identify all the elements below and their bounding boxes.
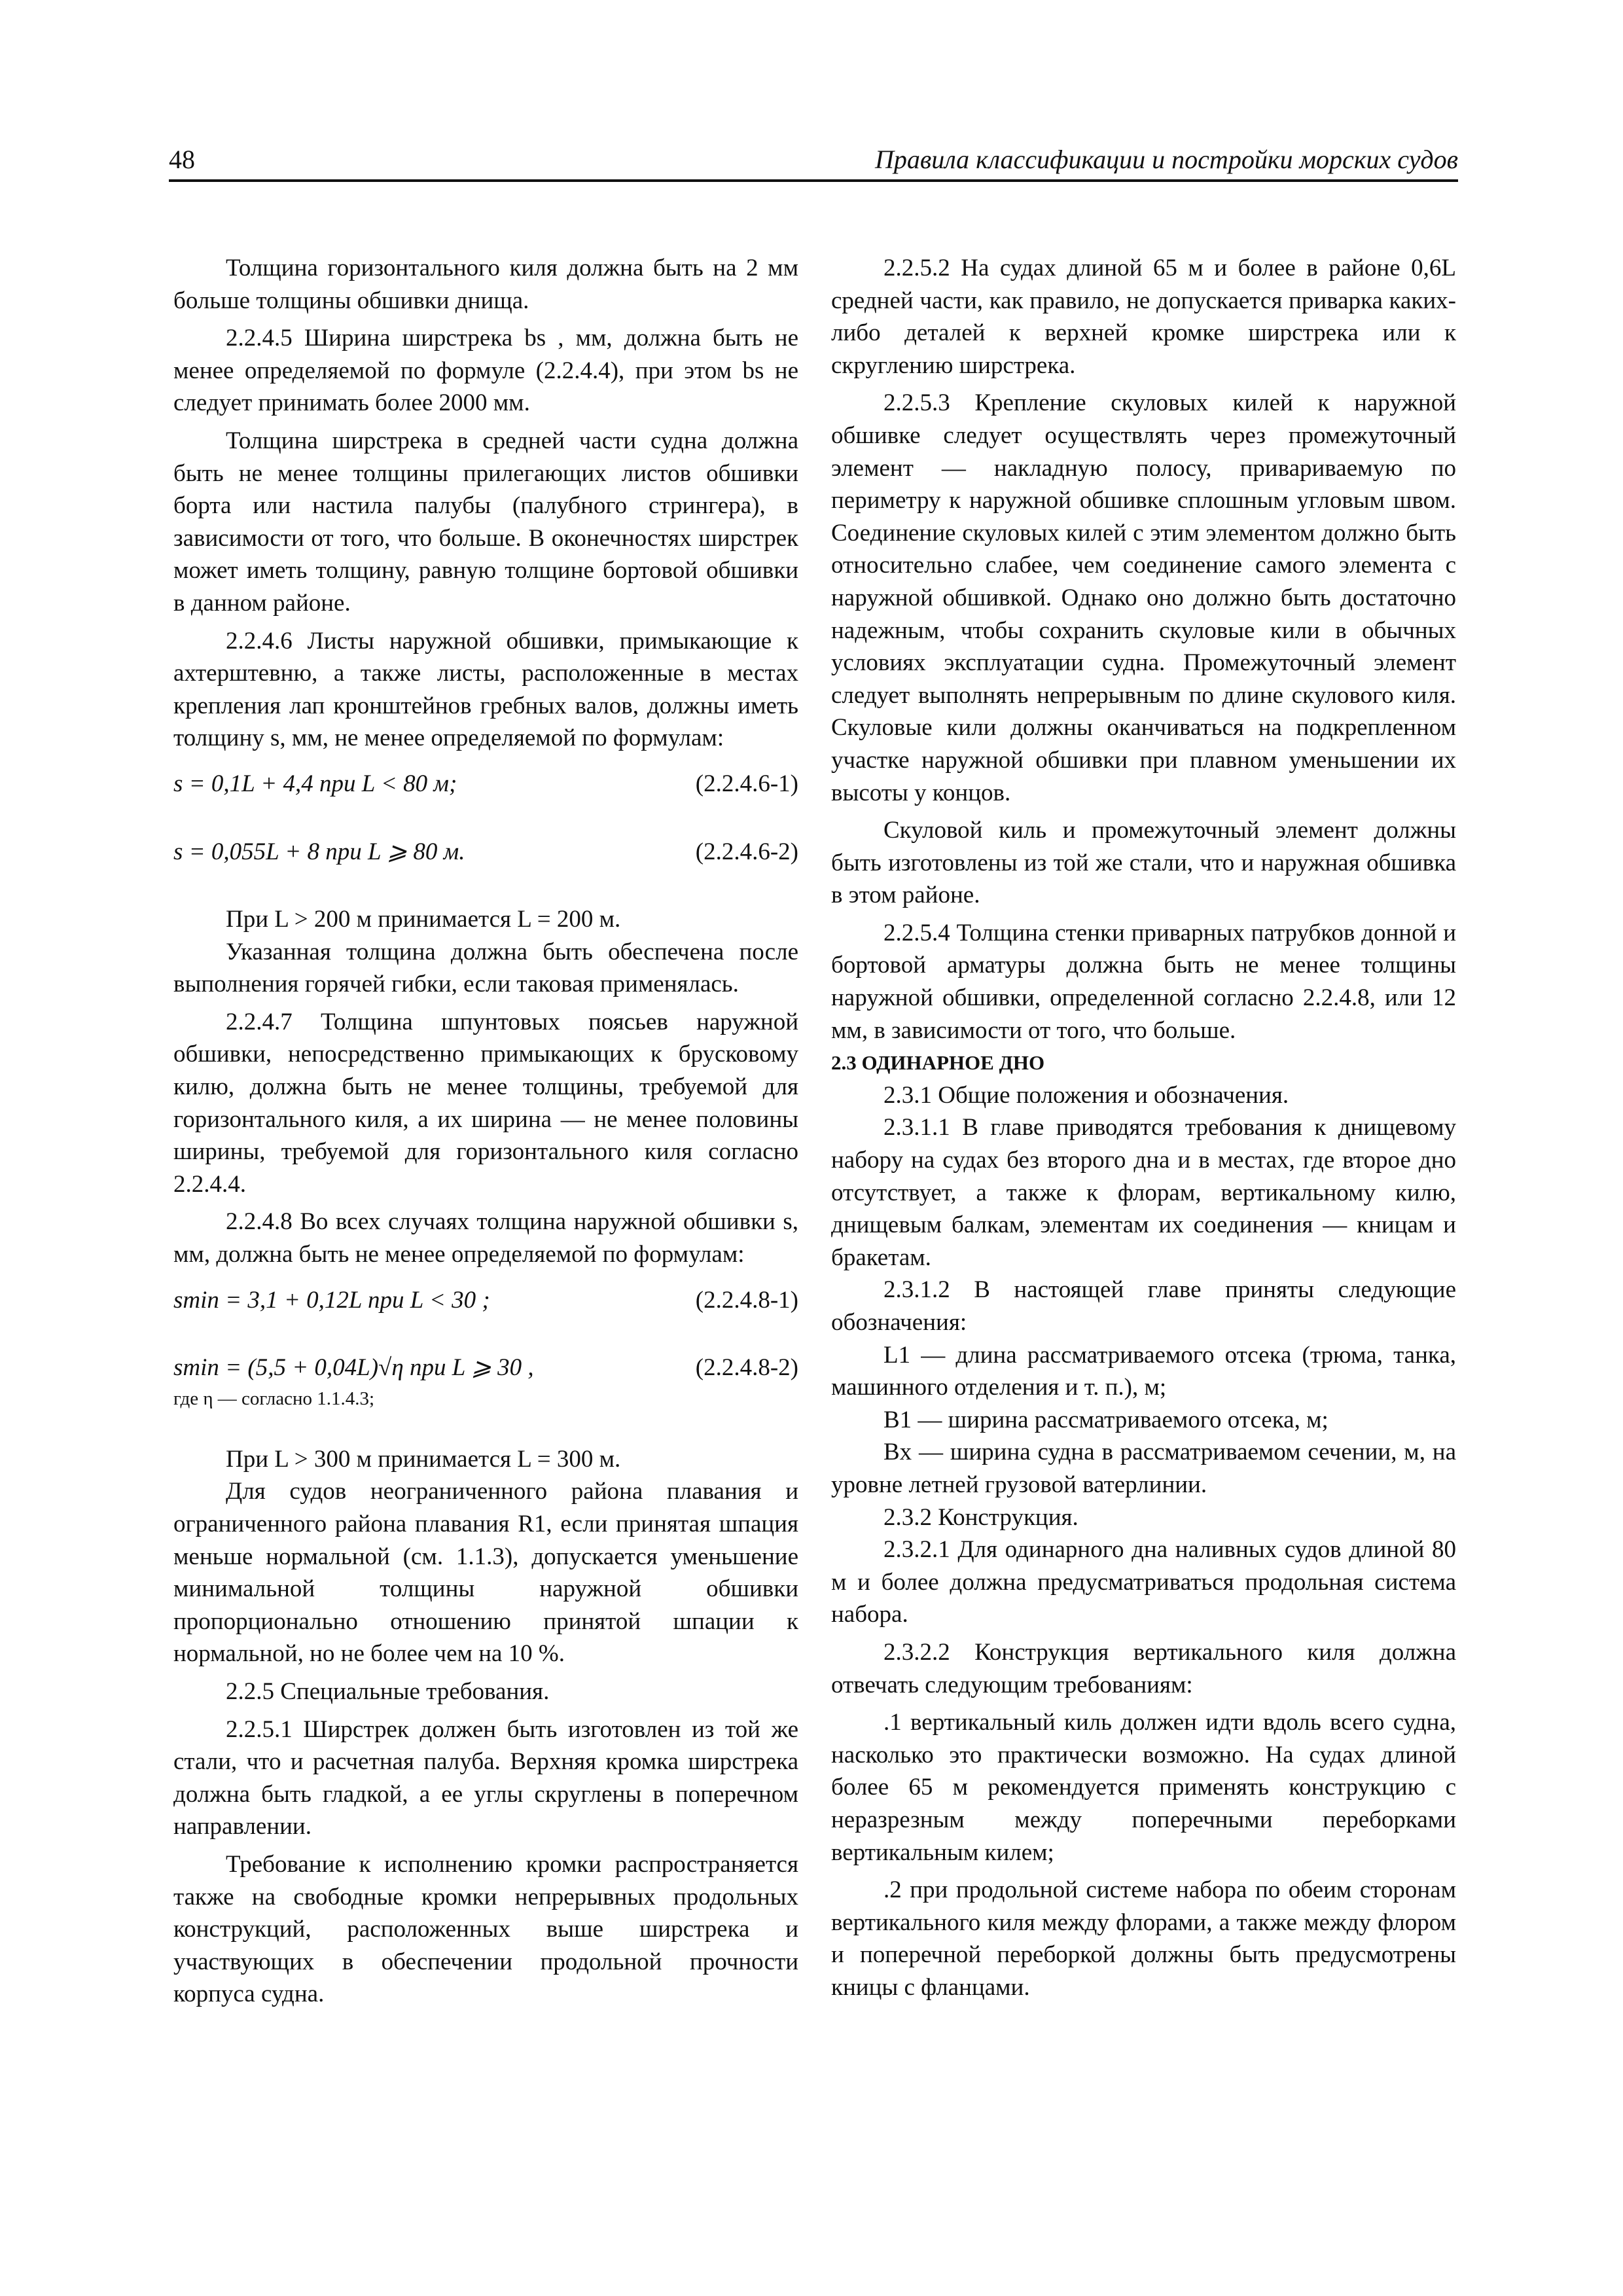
formula-note: где η — согласно 1.1.4.3; xyxy=(173,1388,375,1409)
paragraph: 2.3.2.2 Конструкция вертикального киля должна отвечать следующим требованиям: xyxy=(831,1638,1456,1698)
paragraph: 2.3.1.1 В главе приводятся требования к днищевому набору на судах без второго дна и в местах, где второе дно отсутствует, а также к флорам, вертикальному килю, днищевым балкам, элементам их соединения — кницам и бракетам. xyxy=(831,1114,1456,1271)
paragraph: 2.2.4.5 Ширина ширстрека bs , мм, должна быть не менее определяемой по формуле (2.2.4.4), при этом bs не следует принимать более 2000 мм. xyxy=(173,325,798,417)
formula-expression: smin = (5,5 + 0,04L)√η при L ⩾ 30 , xyxy=(173,1354,534,1382)
paragraph: 2.2.5.4 Толщина стенки приварных патрубков донной и бортовой арматуры должна быть не менее толщины наружной обшивки, определенной согласно 2.2.4.8, или 12 мм, в зависимости от того, что больше. xyxy=(831,919,1456,1044)
definition-item: B1 — ширина рассматриваемого отсека, м; xyxy=(883,1406,1329,1433)
paragraph: 2.2.4.7 Толщина шпунтовых поясьев наружной обшивки, непосредственно примыкающих к брусковому килю, должна быть не менее толщины, требуемой для горизонтального киля, а их ширина — не менее половины ширины, требуемой для горизонтального киля согласно 2.2.4.4. xyxy=(173,1008,798,1198)
formula xyxy=(173,836,798,869)
paragraph: 2.2.5.2 На судах длиной 65 м и более в районе 0,6L средней части, как правило, не допускается приварка каких-либо деталей к верхней кромке ширстрека или к скруглению ширстрека. xyxy=(831,255,1456,379)
formula xyxy=(173,768,798,800)
definition-item: Bx — ширина судна в рассматриваемом сечении, м, на уровне летней грузовой ватерлинии. xyxy=(831,1439,1456,1498)
list-item: .1 вертикальный киль должен идти вдоль всего судна, насколько это практически возможно. На судах длиной более 65 м рекомендуется применять конструкцию с неразрезным между поперечными переборками вертикальным килем; xyxy=(831,1709,1456,1866)
running-header-title: Правила классификации и постройки морских судов xyxy=(874,145,1458,174)
section-heading: 2.3 ОДИНАРНОЕ ДНО xyxy=(831,1051,1045,1075)
formula xyxy=(173,1284,798,1317)
formula-number: (2.2.4.6-1) xyxy=(695,770,798,797)
paragraph: Требование к исполнению кромки распространяется также на свободные кромки непрерывных продольных конструкций, расположенных выше ширстрека и участвующих в обеспечении продольной прочности корпуса судна. xyxy=(173,1850,798,2008)
paragraph: Для судов неограниченного района плавания и ограниченного района плавания R1, если принятая шпация меньше нормальной (см. 1.1.3), допускается уменьшение минимальной толщины наружной обшивки пропорционально отношению принятой шпации к нормальной, но не более чем на 10 %. xyxy=(173,1478,798,1668)
paragraph: 2.3.2.1 Для одинарного дна наливных судов длиной 80 м и более должна предусматриваться продольная система набора. xyxy=(831,1536,1456,1628)
paragraph: 2.2.4.8 Во всех случаях толщина наружной обшивки s, мм, должна быть не менее определяемой по формулам: xyxy=(173,1208,798,1268)
formula-number: (2.2.4.6-2) xyxy=(695,838,798,865)
paragraph: При L > 200 м принимается L = 200 м. xyxy=(226,906,621,933)
page-number: 48 xyxy=(169,145,195,174)
formula-expression: s = 0,1L + 4,4 при L < 80 м; xyxy=(173,770,457,797)
paragraph: При L > 300 м принимается L = 300 м. xyxy=(226,1445,621,1473)
paragraph: 2.2.4.6 Листы наружной обшивки, примыкающие к ахтерштевню, а также листы, расположенные в местах крепления лап кронштейнов гребных валов, должны иметь толщину s, мм, не менее определяемой по формулам: xyxy=(173,627,798,752)
formula xyxy=(173,1352,798,1384)
header-rule xyxy=(169,179,1458,182)
subsection-title: 2.2.5 Специальные требования. xyxy=(226,1677,550,1705)
paragraph: Скуловой киль и промежуточный элемент должны быть изготовлены из той же стали, что и наружная обшивка в этом районе. xyxy=(831,817,1456,909)
formula-number: (2.2.4.8-2) xyxy=(695,1354,798,1382)
formula-expression: s = 0,055L + 8 при L ⩾ 80 м. xyxy=(173,838,465,865)
list-item: .2 при продольной системе набора по обеим сторонам вертикального киля между флорами, а также между флором и поперечной переборкой должны быть предусмотрены кницы с фланцами. xyxy=(831,1876,1456,2001)
paragraph: Указанная толщина должна быть обеспечена после выполнения горячей гибки, если таковая применялась. xyxy=(173,938,798,998)
right-column xyxy=(831,252,1456,2003)
definition-item: L1 — длина рассматриваемого отсека (трюма, танка, машинного отделения и т. п.), м; xyxy=(831,1341,1456,1401)
paragraph: 2.2.5.1 Ширстрек должен быть изготовлен из той же стали, что и расчетная палуба. Верхняя кромка ширстрека должна быть гладкой, а ее углы скруглены в поперечном направлении. xyxy=(173,1715,798,1840)
paragraph: 2.3.1.2 В настоящей главе приняты следующие обозначения: xyxy=(831,1276,1456,1336)
subsection-title: 2.3.2 Конструкция. xyxy=(883,1503,1079,1531)
formula-expression: smin = 3,1 + 0,12L при L < 30 ; xyxy=(173,1286,490,1314)
left-column xyxy=(173,252,798,2011)
formula-number: (2.2.4.8-1) xyxy=(695,1286,798,1314)
paragraph: 2.2.5.3 Крепление скуловых килей к наружной обшивке следует осуществлять через промежуточный элемент — накладную полосу, привариваемую по периметру к наружной обшивке сплошным угловым швом. Соединение скуловых килей с этим элементом должно быть относительно слабее, чем соединение самого элемента с наружной обшивкой. Однако оно должно быть достаточно надежным, чтобы сохранить скуловые кили в обычных условиях эксплуатации судна. Промежуточный элемент следует выполнять непрерывным по длине скулового киля. Скуловые кили должны оканчиваться на подкрепленном участке наружной обшивки при плавном уменьшении их высоты у концов. xyxy=(831,389,1456,806)
paragraph: Толщина ширстрека в средней части судна должна быть не менее толщины прилегающих листов обшивки борта или настила палубы (палубного стрингера), в зависимости от того, что больше. В оконечностях ширстрек может иметь толщину, равную толщине бортовой обшивки в данном районе. xyxy=(173,427,798,617)
subsection-title: 2.3.1 Общие положения и обозначения. xyxy=(883,1081,1289,1109)
paragraph: Толщина горизонтального киля должна быть на 2 мм больше толщины обшивки днища. xyxy=(173,255,798,314)
